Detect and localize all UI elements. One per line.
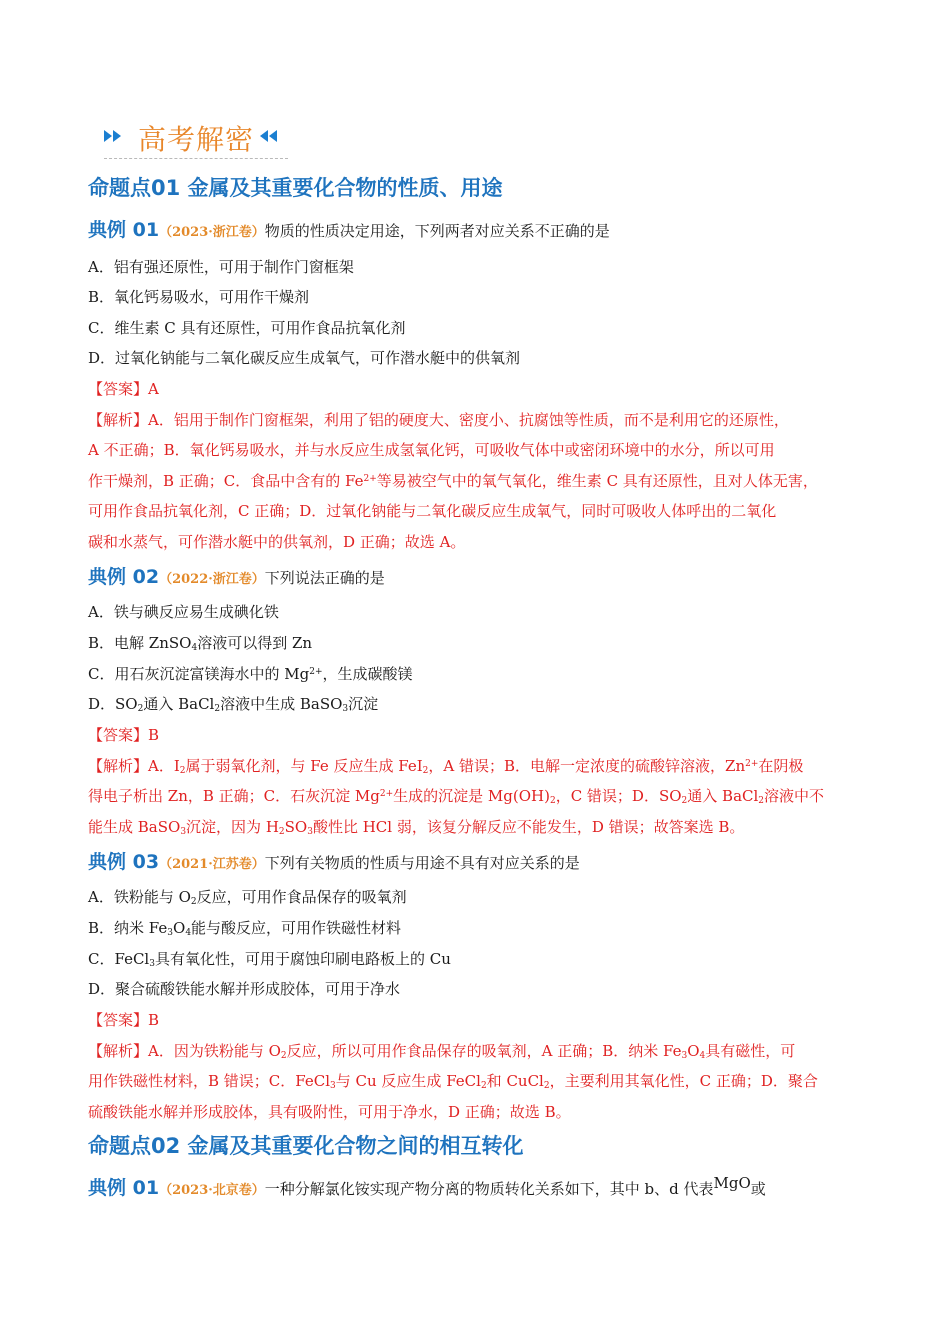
text: 等易被空气中的氧气氧化，维生素 C 具有还原性，且对人体无害， [376,472,818,490]
section-banner [104,118,288,162]
text: 得电子析出 Zn，B 正确；C．石灰沉淀 Mg [88,787,380,805]
option-c [88,663,413,684]
subscript: 3 [167,928,173,938]
superscript: 2+ [363,474,377,484]
example-3-stem [88,847,580,874]
example-source: （2021·江苏卷） [159,857,265,872]
text: 反应，所以可用作食品保存的吸氧剂，A 正确；B．纳米 Fe [286,1042,682,1060]
text: 能生成 BaSO [88,818,181,836]
text: 能与酸反应，可用作铁磁性材料 [191,919,402,937]
text: 沉淀 [348,695,379,713]
text: 溶液中不 [764,787,825,805]
answer: 【答案】B [88,1011,160,1029]
subscript: 2 [758,796,765,806]
text: D．SO [88,695,138,713]
subscript: 2 [681,796,688,806]
question-text: 下列有关物质的性质与用途不具有对应关系的是 [264,854,580,872]
subscript: 3 [330,1081,336,1091]
question-text: 或 [750,1180,766,1198]
option-a: A．铝有强还原性，可用于制作门窗框架 [88,258,354,276]
subscript: 2 [549,796,556,806]
option-a [88,886,407,907]
subscript: 2 [480,1081,487,1091]
double-arrow-right-icon [104,130,121,142]
text: 生成的沉淀是 Mg(OH) [393,787,550,805]
text: ，C 错误；D．SO [555,787,682,805]
example-source: （2023·浙江卷） [159,225,265,240]
subscript: 2 [278,827,285,837]
text: ，生成碳酸镁 [322,665,413,683]
text: ，主要利用其氧化性，C 正确；D．聚合 [549,1072,818,1090]
text: 通入 BaCl [143,695,215,713]
question-text: 一种分解氯化铵实现产物分离的物质转化关系如下，其中 b、d 代表 [264,1180,714,1198]
text: 和 CuCl [486,1072,544,1090]
text: 沉淀，因为 H [186,818,279,836]
superscript: 2+ [379,789,394,799]
option-a: A．铁与碘反应易生成碘化铁 [88,603,279,621]
banner-divider [104,158,288,159]
text: C．FeCl [88,950,150,968]
text: 【解析】A．因为铁粉能与 O [88,1042,281,1060]
explanation-line [88,1040,795,1061]
superscript: 2+ [745,759,759,769]
text: O [173,919,186,937]
explanation-line [88,755,803,776]
text: 具有氧化性，可用于腐蚀印刷电路板上的 Cu [154,950,451,968]
subscript: 2 [422,766,429,776]
text: 【解析】A．I [88,757,180,775]
text: C．用石灰沉淀富镁海水中的 Mg [88,665,310,683]
superscript: 2+ [309,667,323,677]
explanation-line: A 不正确；B．氧化钙易吸水，并与水反应生成氢氧化钙，可吸收气体中或密闭环境中的水分，所以可用 [88,441,775,459]
example-number: 典例 01 [88,219,160,241]
example-4-stem [88,1173,766,1200]
option-d: D．聚合硫酸铁能水解并形成胶体，可用于净水 [88,980,401,998]
text: 属于弱氧化剂，与 Fe 反应生成 FeI [185,757,423,775]
question-text: 物质的性质决定用途，下列两者对应关系不正确的是 [264,222,610,240]
text: 具有磁性，可 [705,1042,796,1060]
subscript: 4 [699,1051,706,1061]
text: 溶液可以得到 Zn [197,634,313,652]
subscript: 2 [190,897,197,907]
subscript: 3 [681,1051,688,1061]
example-number: 典例 01 [88,1177,160,1199]
subscript: 2 [137,704,144,714]
subscript: 2 [179,766,186,776]
subscript: 3 [180,827,187,837]
text: 酸性比 HCl 弱，该复分解反应不能发生，D 错误；故答案选 B。 [312,818,745,836]
text: 溶液中生成 BaSO [220,695,343,713]
text: 作干燥剂，B 正确；C．食品中含有的 Fe [88,472,364,490]
text: ，A 错误；B．电解一定浓度的硫酸锌溶液，Zn [428,757,746,775]
formula-mgo: MgO [713,1174,751,1192]
text: 反应，可用作食品保存的吸氧剂 [196,888,407,906]
subscript: 4 [191,643,198,653]
option-c: C．维生素 C 具有还原性，可用作食品抗氧化剂 [88,319,406,337]
text: B．电解 ZnSO [88,634,192,652]
section-heading-1: 命题点01 金属及其重要化合物的性质、用途 [88,176,503,200]
explanation-line: 【解析】A．铝用于制作门窗框架，利用了铝的硬度大、密度小、抗腐蚀等性质，而不是利用它的还原性， [88,411,789,429]
explanation-line: 硫酸铁能水解并形成胶体，具有吸附性，可用于净水，D 正确；故选 B。 [88,1103,571,1121]
subscript: 4 [185,928,192,938]
answer: 【答案】B [88,726,160,744]
double-arrow-left-icon [260,130,277,142]
answer: 【答案】A [88,380,159,398]
example-1-stem [88,215,610,242]
subscript: 3 [342,704,349,714]
option-b: B．氧化钙易吸水，可用作干燥剂 [88,288,310,306]
text: O [687,1042,700,1060]
text: 用作铁磁性材料，B 错误；C．FeCl [88,1072,331,1090]
example-2-stem [88,562,385,589]
subscript: 2 [280,1051,287,1061]
subscript: 2 [214,704,221,714]
question-text: 下列说法正确的是 [264,569,385,587]
option-d [88,693,378,714]
banner-title: 高考解密 [138,123,255,156]
text: 在阴极 [758,757,804,775]
explanation-line [88,785,824,806]
subscript: 2 [543,1081,550,1091]
text: SO [284,818,308,836]
text: A．铁粉能与 O [88,888,191,906]
text: 通入 BaCl [687,787,759,805]
option-b [88,917,401,938]
subscript: 3 [307,827,313,837]
option-b [88,632,312,653]
example-number: 典例 02 [88,566,160,588]
option-d: D．过氧化钠能与二氧化碳反应生成氧气，可作潜水艇中的供氧剂 [88,349,521,367]
explanation-line [88,816,744,837]
example-source: （2023·北京卷） [159,1183,265,1198]
subscript: 3 [149,959,155,969]
text: B．纳米 Fe [88,919,168,937]
explanation-line: 可用作食品抗氧化剂，C 正确；D．过氧化钠能与二氧化碳反应生成氧气，同时可吸收人体呼出的二氧化 [88,502,777,520]
explanation-line [88,470,818,491]
explanation-line [88,1070,818,1091]
text: 与 Cu 反应生成 FeCl [335,1072,481,1090]
example-source: （2022·浙江卷） [159,572,265,587]
option-c [88,948,451,969]
example-number: 典例 03 [88,851,160,873]
explanation-line: 碳和水蒸气，可作潜水艇中的供氧剂，D 正确；故选 A。 [88,533,466,551]
section-heading-2: 命题点02 金属及其重要化合物之间的相互转化 [88,1134,524,1158]
